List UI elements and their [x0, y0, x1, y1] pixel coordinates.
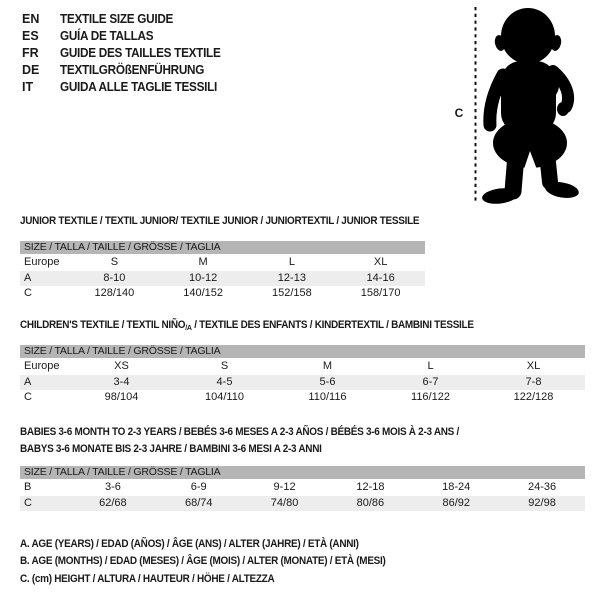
size-cell: 86/92: [442, 496, 470, 509]
size-cell: 12-18: [356, 481, 385, 493]
size-cell: 24-36: [527, 481, 557, 493]
row-label: C: [24, 496, 32, 509]
table-row: [20, 375, 585, 391]
table-row: [20, 390, 585, 406]
size-header-bar: SIZE / TALLA / TAILLE / GRÖSSE / TAGLIA: [20, 241, 425, 254]
babies-size-table: [20, 466, 585, 511]
language-list: [22, 11, 231, 96]
size-cell: L: [427, 360, 434, 372]
size-cell: 62/68: [99, 496, 127, 509]
size-cell: 3-4: [113, 375, 130, 388]
size-cell: XL: [373, 256, 388, 268]
language-row-de: [22, 62, 231, 79]
table-row: [20, 286, 425, 302]
size-cell: S: [220, 360, 229, 372]
note-height: C. (cm) HEIGHT / ALTURA / HAUTEUR / HÖHE / ALTEZZA: [20, 572, 275, 585]
row-label: Europe: [24, 256, 60, 268]
children-title-subscript: /A: [185, 323, 192, 332]
note-age-months: B. AGE (MONTHS) / EDAD (MESES) / ÂGE (MOIS) / ALTER (MONATE) / ETÀ (MESI): [20, 555, 386, 568]
size-cell: 98/104: [104, 391, 139, 403]
language-row-it: [22, 79, 231, 96]
note-age-years: A. AGE (YEARS) / EDAD (AÑOS) / ÂGE (ANS) / ALTER (JAHRE) / ETÀ (ANNI): [20, 538, 359, 550]
babies-table-title: [20, 424, 459, 458]
size-header-bar: SIZE / TALLA / TAILLE / GRÖSSE / TAGLIA: [20, 466, 585, 479]
babies-title-line1: BABIES 3-6 MONTH TO 2-3 YEARS / BEBÉS 3-6 MESES A 2-3 AÑOS / BÉBÉS 3-6 MOIS À 2-3 ANS /: [20, 426, 460, 438]
size-cell: 12-13: [277, 271, 306, 284]
size-cell: 3-6: [104, 481, 121, 493]
size-cell: 14-16: [366, 271, 395, 284]
table-row: [20, 271, 425, 287]
size-cell: 4-5: [216, 375, 233, 388]
size-cell: 80/86: [356, 496, 385, 509]
size-cell: 5-6: [319, 375, 336, 388]
children-size-table: [20, 345, 585, 406]
size-cell: L: [288, 256, 295, 268]
size-cell: 74/80: [270, 496, 299, 509]
legend-notes: [20, 536, 409, 588]
size-cell: 104/110: [205, 391, 244, 403]
table-row: [20, 480, 585, 496]
language-label: GUÍA DE TALLAS: [60, 29, 154, 43]
size-cell: 10-12: [189, 271, 218, 284]
language-code: DE: [22, 63, 40, 77]
language-code: EN: [22, 12, 40, 26]
row-label: C: [24, 287, 32, 299]
size-cell: 9-12: [273, 481, 296, 493]
row-label: Europe: [24, 360, 60, 372]
table-row: [20, 496, 585, 512]
children-table-title: [20, 319, 474, 334]
baby-figure: [450, 0, 600, 215]
babies-title-line2: BABYS 3-6 MONATE BIS 2-3 JAHRE / BAMBINI 3-6 MESI A 2-3 ANNI: [20, 443, 322, 455]
size-cell: XS: [114, 360, 129, 372]
language-code: IT: [22, 80, 34, 94]
table-row: [20, 255, 425, 271]
size-cell: 116/122: [411, 391, 450, 403]
size-cell: S: [110, 256, 119, 268]
size-cell: 128/140: [94, 287, 135, 299]
size-header-bar: SIZE / TALLA / TAILLE / GRÖSSE / TAGLIA: [20, 345, 585, 358]
size-cell: 6-9: [190, 481, 207, 493]
row-label: A: [24, 271, 32, 284]
size-cell: 18-24: [442, 481, 471, 493]
baby-silhouette: [481, 8, 580, 206]
junior-size-table: [20, 241, 425, 302]
language-label: GUIDE DES TAILLES TEXTILE: [60, 46, 221, 60]
children-title-pre: CHILDREN'S TEXTILE / TEXTIL NIÑO: [20, 319, 186, 331]
size-cell: 152/158: [271, 287, 312, 299]
children-title-post: / TEXTILE DES ENFANTS / KINDERTEXTIL / BAMBINI TESSILE: [191, 319, 474, 331]
language-label: TEXTILE SIZE GUIDE: [60, 12, 174, 26]
size-cell: M: [322, 360, 333, 372]
size-cell: 68/74: [184, 496, 213, 509]
language-row-fr: [22, 45, 231, 62]
language-label: TEXTILGRÖßENFÜHRUNG: [60, 63, 205, 77]
size-cell: 92/98: [528, 496, 556, 509]
size-cell: XL: [526, 360, 541, 372]
language-row-en: [22, 11, 231, 28]
size-cell: 8-10: [103, 271, 126, 284]
size-cell: M: [198, 256, 208, 268]
size-cell: 7-8: [525, 375, 542, 388]
language-code: FR: [22, 46, 39, 60]
row-label: B: [24, 481, 32, 493]
table-row: [20, 359, 585, 375]
size-cell: 140/152: [183, 287, 223, 299]
row-label: C: [24, 391, 32, 403]
size-cell: 158/170: [360, 287, 401, 299]
size-cell: 110/116: [308, 391, 347, 403]
junior-table-title: JUNIOR TEXTILE / TEXTIL JUNIOR/ TEXTILE JUNIOR / JUNIORTEXTIL / JUNIOR TESSILE: [20, 215, 420, 227]
height-marker-label: C: [454, 106, 464, 120]
size-cell: 6-7: [422, 375, 439, 388]
size-cell: 122/128: [513, 391, 554, 403]
baby-silhouette-icon: [450, 0, 600, 215]
language-row-es: [22, 28, 231, 45]
row-label: A: [24, 375, 32, 388]
language-label: GUIDA ALLE TAGLIE TESSILI: [60, 80, 218, 94]
language-code: ES: [22, 29, 39, 43]
